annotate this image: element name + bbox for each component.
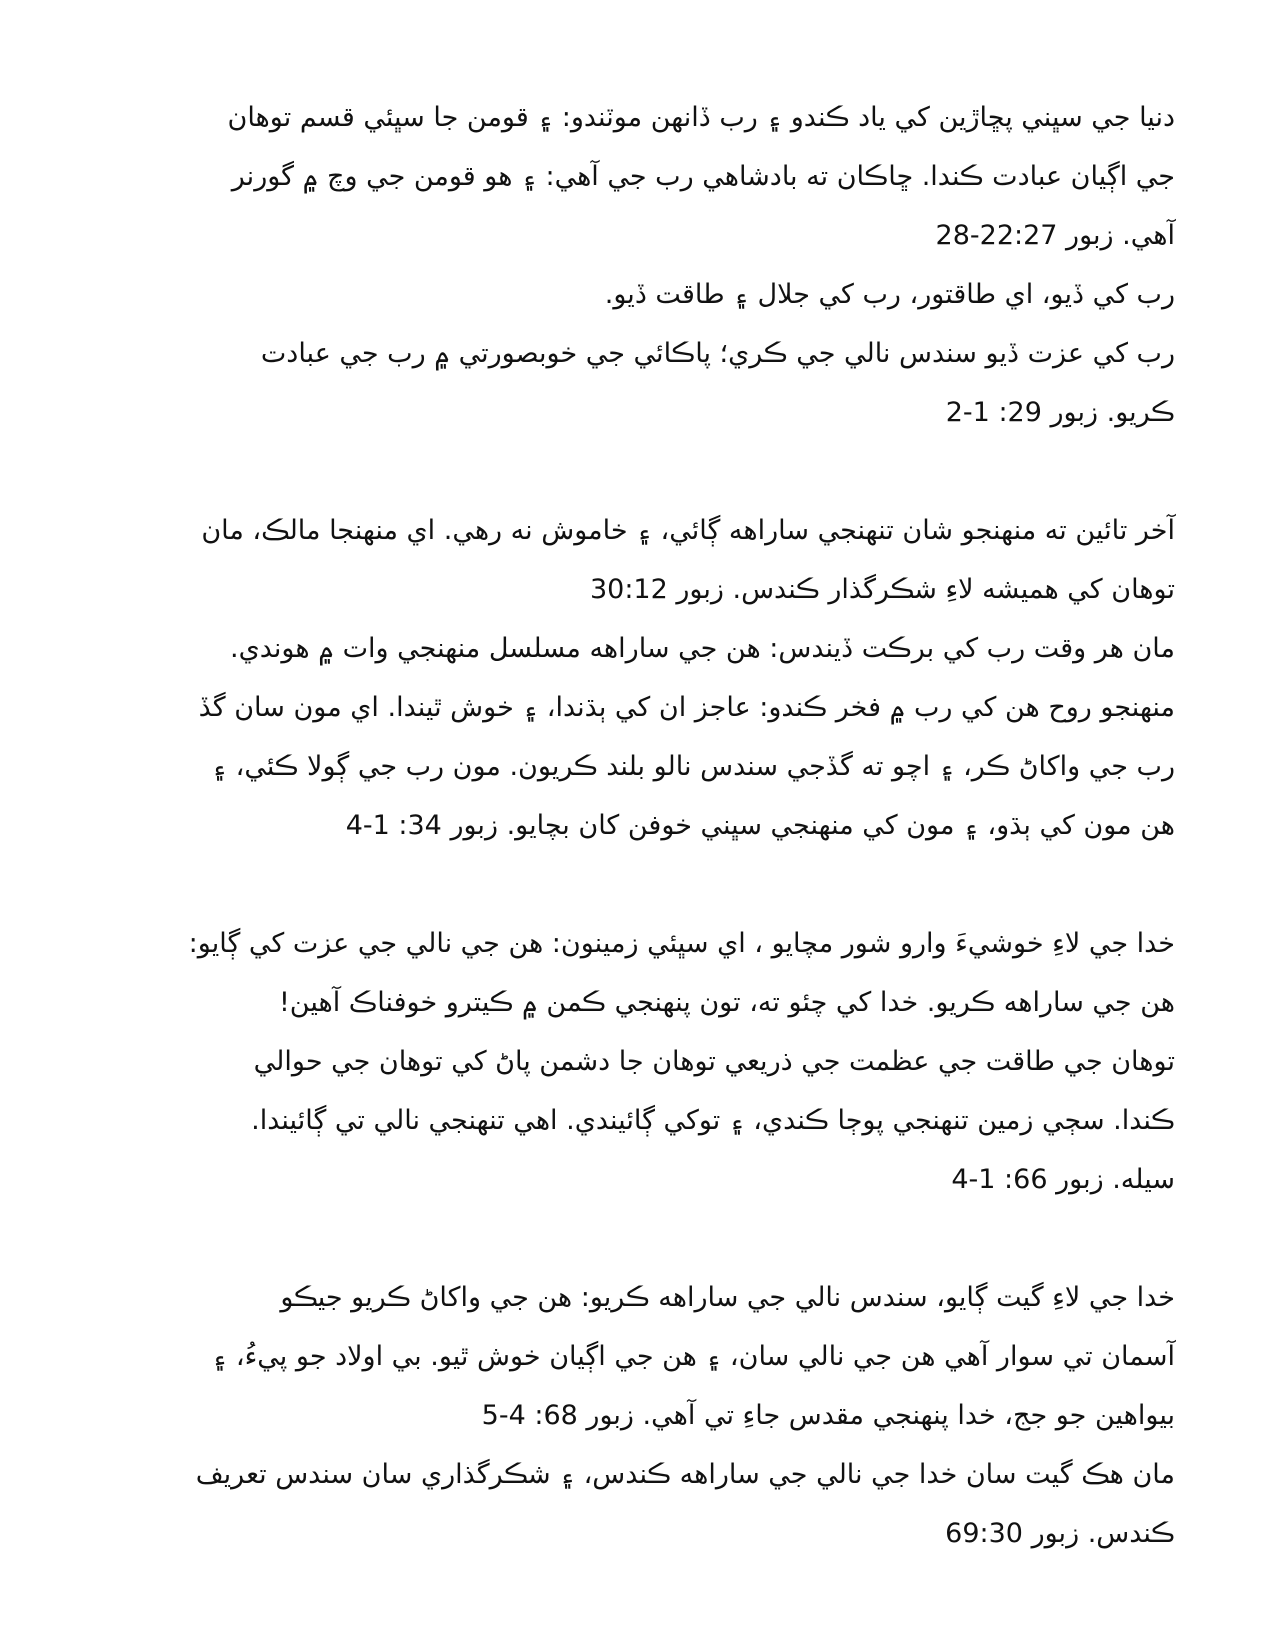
text-line: جي اڳيان عبادت ڪندا. ڇاڪان ته بادشاهي رب جي آهي: ۽ هو قومن جي وچ ۾ گورنر [231, 161, 1175, 192]
document-page [90, 88, 1175, 1608]
text-line: رب کي عزت ڏيو سندس نالي جي ڪري؛ پاڪائي جي خوبصورتي ۾ رب جي عبادت [260, 338, 1175, 369]
text-line: ڪندا. سڄي زمين تنهنجي پوڄا ڪندي، ۽ توکي ڳائيندي. اهي تنهنجي نالي تي ڳائيندا. [251, 1105, 1175, 1136]
text-line: آسمان تي سوار آهي هن جي نالي سان، ۽ هن جي اڳيان خوش ٿيو. بي اولاد جو پيءُ، ۽ [211, 1341, 1175, 1372]
passage-2 [90, 501, 1175, 855]
passage-4 [90, 1268, 1175, 1563]
text-line: هن جي ساراهه ڪريو. خدا کي چئو ته، تون پنهنجي ڪمن ۾ ڪيترو خوفناڪ آهين! [278, 987, 1175, 1018]
passage-3 [90, 914, 1175, 1209]
text-line: دنيا جي سڀني پڇاڙين کي ياد ڪندو ۽ رب ڏانهن موٽندو: ۽ قومن جا سڀئي قسم توهان [227, 102, 1175, 133]
text-line: توهان کي هميشه لاءِ شڪرگذار ڪندس. زبور 30:12 [589, 574, 1175, 605]
text-line: ڪريو. زبور 29: 1-2 [945, 397, 1175, 428]
text-line: رب کي ڏيو، اي طاقتور، رب کي جلال ۽ طاقت ڏيو. [604, 279, 1175, 310]
text-line: منهنجو روح هن کي رب ۾ فخر ڪندو: عاجز ان کي ٻڌندا، ۽ خوش ٿيندا. اي مون سان گڏ [198, 692, 1175, 723]
text-line: آخر تائين ته منهنجو شان تنهنجي ساراهه ڳائي، ۽ خاموش نه رهي. اي منهنجا مالڪ، مان [201, 515, 1175, 546]
text-line: هن مون کي ٻڌو، ۽ مون کي منهنجي سڀني خوفن کان بچايو. زبور 34: 1-4 [345, 810, 1175, 841]
text-line: مان هڪ گيت سان خدا جي نالي جي ساراهه ڪندس، ۽ شڪرگذاري سان سندس تعريف [195, 1459, 1175, 1490]
text-line: خدا جي لاءِ خوشيءَ وارو شور مچايو ، اي سڀئي زمينون: هن جي نالي جي عزت کي ڳايو: [188, 928, 1175, 959]
text-line: مان هر وقت رب کي برڪت ڏيندس: هن جي ساراهه مسلسل منهنجي وات ۾ هوندي. [230, 633, 1175, 664]
text-line: توهان جي طاقت جي عظمت جي ذريعي توهان جا دشمن پاڻ کي توهان جي حوالي [253, 1046, 1175, 1077]
text-line: خدا جي لاءِ گيت ڳايو، سندس نالي جي ساراهه ڪريو: هن جي واکاڻ ڪريو جيڪو [280, 1282, 1175, 1313]
text-line: سيله. زبور 66: 1-4 [951, 1164, 1175, 1195]
passage-1 [90, 88, 1175, 442]
text-line: ڪندس. زبور 69:30 [945, 1518, 1175, 1549]
text-line: رب جي واکاڻ ڪر، ۽ اچو ته گڏجي سندس نالو بلند ڪريون. مون رب جي ڳولا ڪئي، ۽ [211, 751, 1175, 782]
text-line: بيواهين جو جج، خدا پنهنجي مقدس جاءِ تي آهي. زبور 68: 4-5 [481, 1400, 1175, 1431]
text-line: آهي. زبور 22:27-28 [935, 220, 1175, 251]
